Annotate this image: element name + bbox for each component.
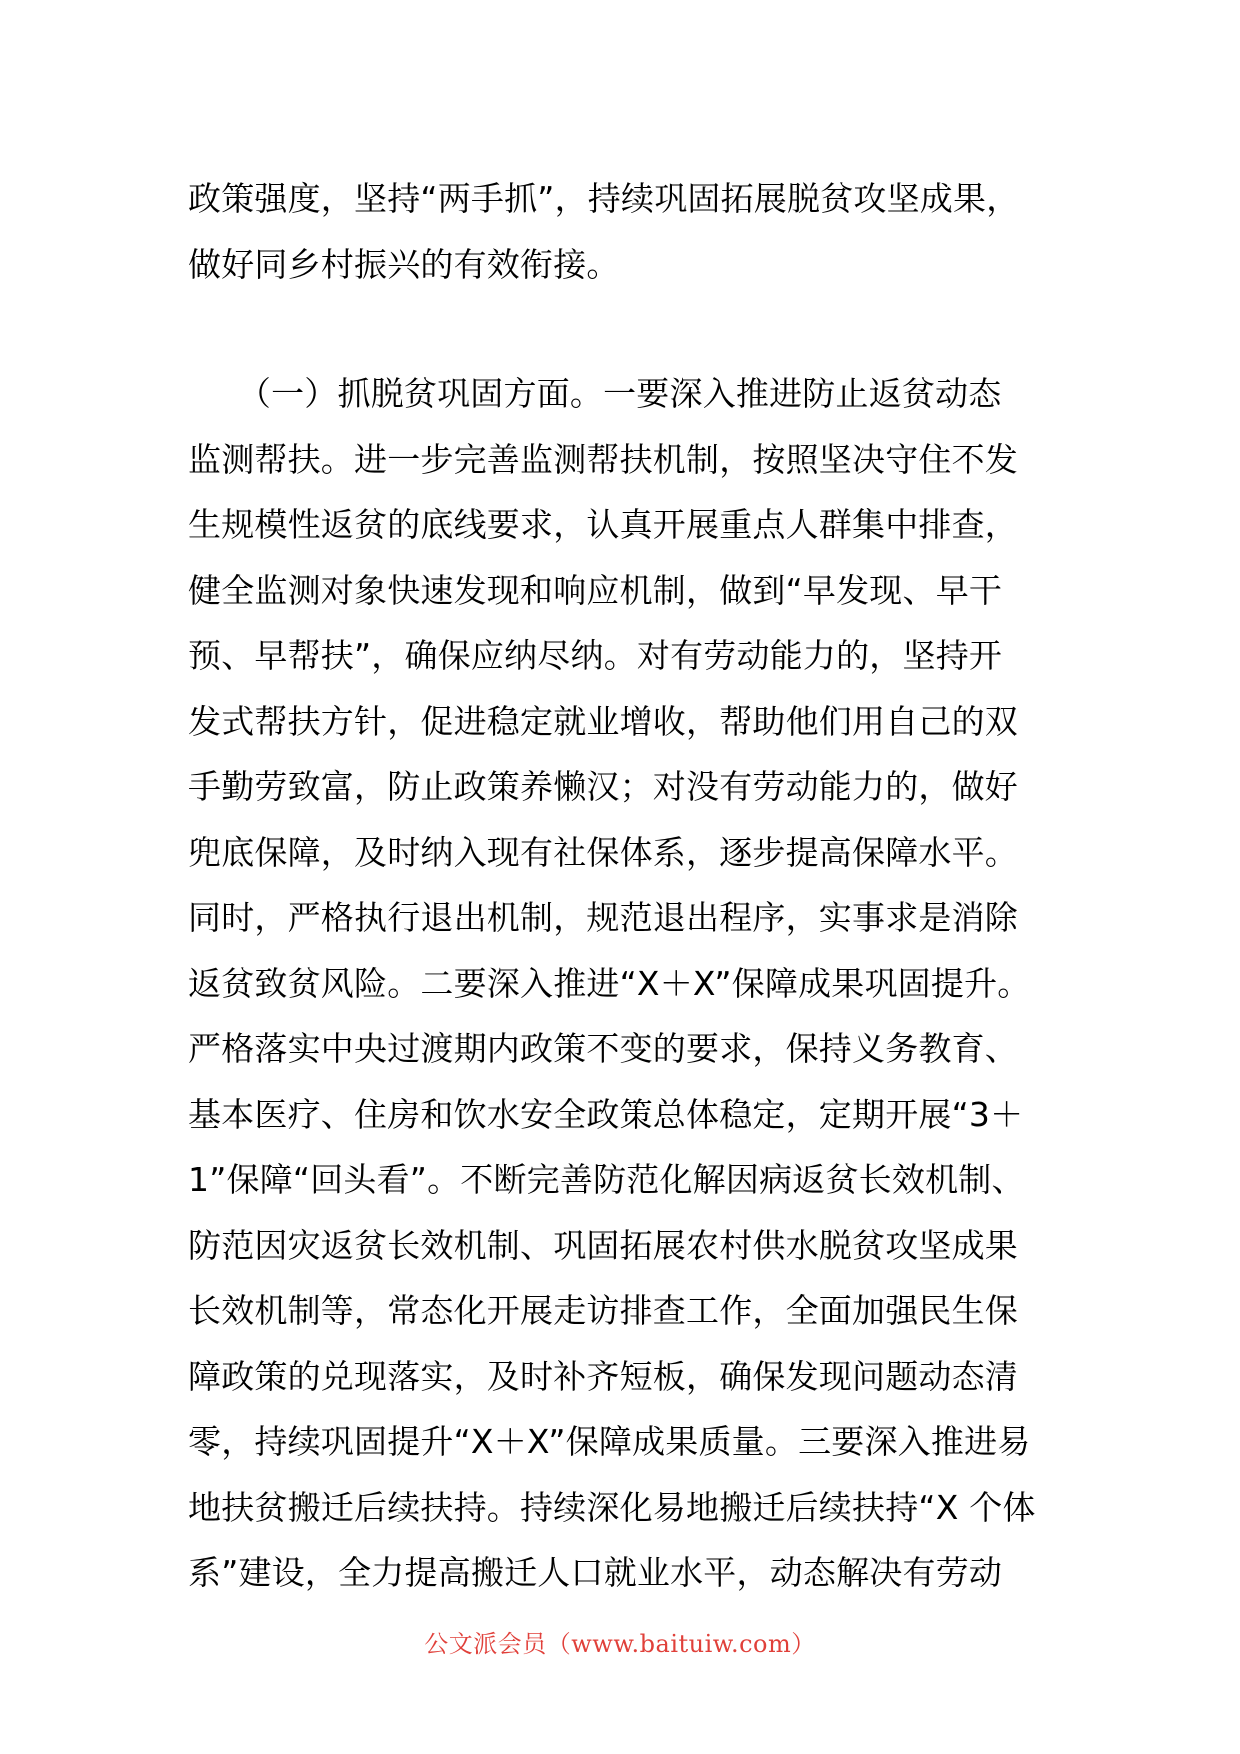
text-line: 做好同乡村振兴的有效衔接。: [188, 244, 620, 284]
text-line: 手勤劳致富，防止政策养懒汉；对没有劳动能力的，做好: [188, 767, 1018, 806]
text-line: 政策强度，坚持“两手抓”，持续巩固拓展脱贫攻坚成果，: [188, 179, 1020, 218]
text-line: 同时，严格执行退出机制，规范退出程序，实事求是消除: [188, 898, 1018, 937]
text-line: 1”保障“回头看”。不断完善防范化解因病返贫长效机制、: [188, 1160, 1025, 1199]
text-line: 基本医疗、住房和饮水安全政策总体稳定，定期开展“3＋: [188, 1094, 1024, 1134]
text-line: 预、早帮扶”，确保应纳尽纳。对有劳动能力的，坚持开: [188, 636, 1003, 675]
text-line: 返贫致贫风险。二要深入推进“X＋X”保障成果巩固提升。: [188, 963, 1031, 1003]
text-line: 监测帮扶。进一步完善监测帮扶机制，按照坚决守住不发: [188, 439, 1018, 479]
text-line: 地扶贫搬迁后续扶持。持续深化易地搬迁后续扶持“X 个体: [188, 1487, 1036, 1527]
text-line: 零，持续巩固提升“X＋X”保障成果质量。三要深入推进易: [188, 1422, 1031, 1461]
text-line: 防范因灾返贫长效机制、巩固拓展农村供水脱贫攻坚成果: [188, 1225, 1018, 1265]
text-line: 健全监测对象快速发现和响应机制，做到“早发现、早干: [188, 570, 1003, 610]
text-line: 障政策的兑现落实，及时补齐短板，确保发现问题动态清: [188, 1356, 1018, 1396]
text-line: （一）抓脱贫巩固方面。一要深入推进防止返贫动态: [188, 374, 1002, 413]
paragraph-1: [188, 166, 1068, 297]
paragraph-gap: [188, 297, 1068, 361]
document-body: [188, 166, 1068, 1606]
text-line: 发式帮扶方针，促进稳定就业增收，帮助他们用自己的双: [188, 701, 1018, 741]
text-line: 系”建设，全力提高搬迁人口就业水平，动态解决有劳动: [188, 1553, 1003, 1592]
text-line: 严格落实中央过渡期内政策不变的要求，保持义务教育、: [188, 1029, 1018, 1068]
text-line: 兜底保障，及时纳入现有社保体系，逐步提高保障水平。: [188, 832, 1018, 872]
footer-watermark: 公文派会员（www.baituiw.com）: [424, 1630, 816, 1658]
text-line: 长效机制等，常态化开展走访排查工作，全面加强民生保: [188, 1291, 1018, 1330]
text-line: 生规模性返贫的底线要求，认真开展重点人群集中排查，: [188, 505, 1018, 544]
paragraph-2: [188, 361, 1068, 1606]
